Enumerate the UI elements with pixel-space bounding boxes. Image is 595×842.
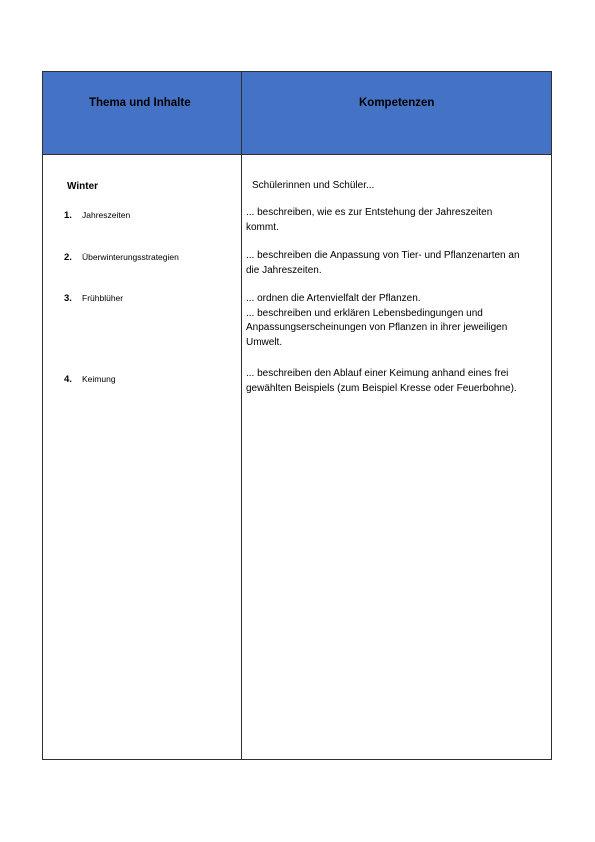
competency-block [246, 292, 546, 350]
topic-item [64, 210, 130, 221]
topic-label: Keimung [82, 374, 116, 384]
topic-number: 1. [64, 210, 72, 221]
competency-line: gewählten Beispiels (zum Beispiel Kresse oder Feuerbohne). [246, 382, 517, 394]
header-topics: Thema und Inhalte [89, 97, 191, 109]
competency-line: Umwelt. [246, 336, 283, 348]
competency-intro: Schülerinnen und Schüler... [252, 180, 375, 191]
competency-block [246, 367, 546, 396]
table-header-row [43, 72, 551, 155]
topic-number: 2. [64, 252, 72, 263]
competency-line: ... beschreiben den Ablauf einer Keimung anhand eines frei [246, 368, 509, 379]
competency-line: ... beschreiben die Anpassung von Tier- und Pflanzenarten an [246, 250, 520, 261]
topic-label: Jahreszeiten [82, 210, 131, 220]
topic-title: Winter [67, 181, 99, 192]
competency-line: ... beschreiben, wie es zur Entstehung der Jahreszeiten [246, 207, 493, 218]
topic-label: Überwinterungsstrategien [82, 252, 179, 262]
competency-line: die Jahreszeiten. [246, 264, 322, 276]
column-divider [241, 72, 242, 759]
competency-block [246, 206, 546, 235]
topic-item [64, 293, 123, 304]
competency-line: ... ordnen die Artenvielfalt der Pflanzen. [246, 293, 421, 304]
topic-item [64, 252, 179, 263]
curriculum-table [42, 71, 552, 760]
header-competencies: Kompetenzen [359, 97, 435, 109]
topic-number: 3. [64, 293, 72, 304]
competency-line: kommt. [246, 221, 279, 233]
competency-block [246, 249, 546, 278]
topic-number: 4. [64, 374, 72, 385]
topic-item [64, 374, 116, 385]
competency-line: ... beschreiben und erklären Lebensbedingungen und [246, 307, 483, 319]
topic-label: Frühblüher [82, 293, 124, 303]
competency-line: Anpassungserscheinungen von Pflanzen in ihrer jeweiligen [246, 322, 508, 333]
